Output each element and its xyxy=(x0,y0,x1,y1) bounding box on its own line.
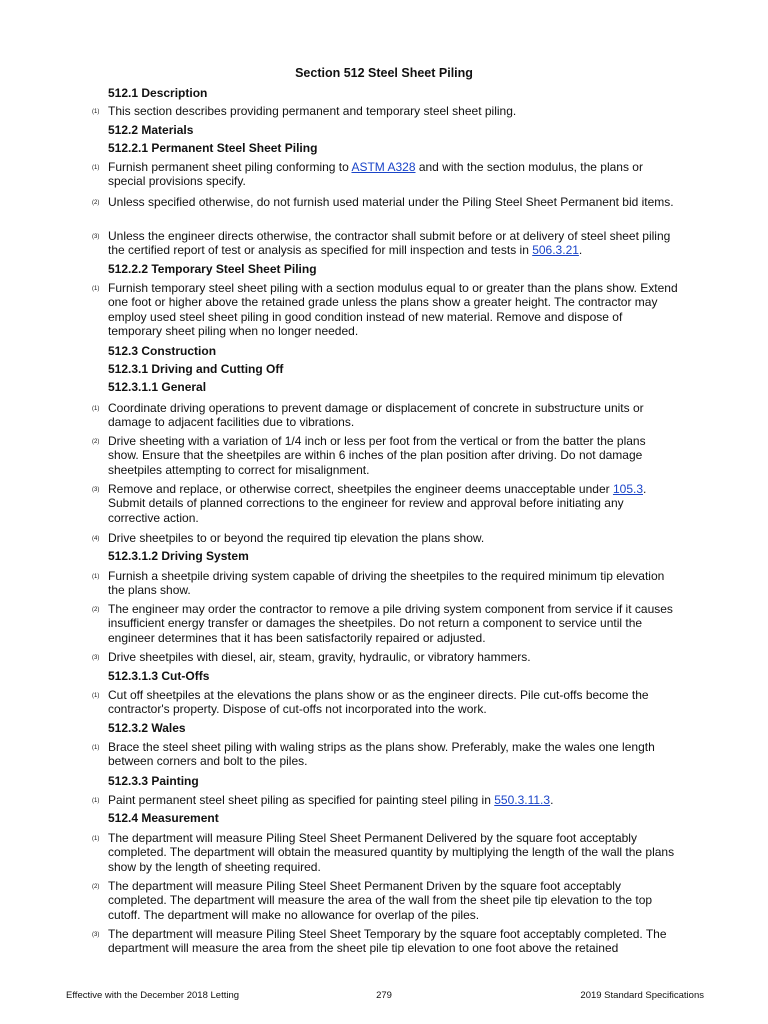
paragraph-text: . xyxy=(578,243,583,258)
paragraph-number: (3) xyxy=(92,234,100,240)
heading-512-4: 512.4 Measurement xyxy=(108,811,219,825)
paragraph xyxy=(92,740,678,769)
paragraph-number: (2) xyxy=(92,884,100,890)
paragraph-number: (2) xyxy=(92,439,100,445)
paragraph-text: Furnish a sheetpile driving system capable of driving the sheetpiles to the required minimum tip elevation the plans show. xyxy=(108,569,665,598)
paragraph-text: Drive sheetpiles with diesel, air, steam, gravity, hydraulic, or vibratory hammers. xyxy=(108,650,531,664)
paragraph-text: Cut off sheetpiles at the elevations the plans show or as the engineer directs. Pile cut-offs become the contractor's property. Dispose of cut-offs not incorporated into the work. xyxy=(108,688,649,717)
heading-512-2: 512.2 Materials xyxy=(108,123,194,137)
paragraph-number: (1) xyxy=(92,109,100,115)
heading-512-1: 512.1 Description xyxy=(108,86,208,100)
paragraph xyxy=(92,688,678,717)
paragraph-number: (3) xyxy=(92,487,100,493)
paragraph-text: Furnish temporary steel sheet piling with a section modulus equal to or greater than the plans show. Extend one foot or higher above the retained grade unless the plans show a greater height. The contractor may employ used steel sheet piling in good condition instead of new material. Remove and dispose of temporary sheet piling when no longer needed. xyxy=(108,281,678,339)
paragraph-text: Paint permanent steel sheet piling as specified for painting steel piling in xyxy=(108,793,495,807)
paragraph-text: and with the section modulus, the plans or special provisions specify. xyxy=(108,160,643,189)
paragraph xyxy=(92,160,678,189)
paragraph xyxy=(92,650,678,664)
paragraph-number: (1) xyxy=(92,165,100,171)
link-astm-a328[interactable]: ASTM A328 xyxy=(351,160,416,174)
paragraph-text: The department will measure Piling Steel Sheet Permanent Driven by the square foot acceptably completed. The department will measure the area of the wall from the sheet pile tip elevation to the top cutoff. The department will make no allowance for overlap of the piles. xyxy=(108,879,653,922)
paragraph xyxy=(92,602,678,645)
paragraph-number: (2) xyxy=(92,200,100,206)
paragraph-text: . Submit details of planned corrections to the engineer for review and approval before initiating any corrective action. xyxy=(108,482,647,525)
paragraph xyxy=(92,879,678,922)
paragraph xyxy=(92,531,678,545)
heading-512-3-1-2: 512.3.1.2 Driving System xyxy=(108,549,249,563)
heading-512-3-1: 512.3.1 Driving and Cutting Off xyxy=(108,362,284,376)
heading-512-3: 512.3 Construction xyxy=(108,344,217,358)
paragraph-number: (3) xyxy=(92,932,100,938)
paragraph-text: Furnish permanent sheet piling conforming to xyxy=(108,160,352,174)
paragraph-text: Remove and replace, or otherwise correct, sheetpiles the engineer deems unacceptable under xyxy=(108,482,613,496)
heading-512-3-3: 512.3.3 Painting xyxy=(108,774,199,788)
link-550-3-11-3[interactable]: 550.3.11.3 xyxy=(494,793,551,807)
heading-512-2-2: 512.2.2 Temporary Steel Sheet Piling xyxy=(108,262,317,276)
paragraph-number: (1) xyxy=(92,745,100,751)
paragraph-number: (1) xyxy=(92,286,100,292)
paragraph xyxy=(92,104,678,118)
paragraph-number: (1) xyxy=(92,574,100,580)
paragraph-text: The department will measure Piling Steel Sheet Permanent Delivered by the square foot acceptably completed. The department will obtain the measured quantity by multiplying the length of the wall the plans show by the length of sheeting required. xyxy=(108,831,675,874)
heading-512-3-1-3: 512.3.1.3 Cut-Offs xyxy=(108,669,210,683)
paragraph xyxy=(92,195,678,209)
paragraph-text: Unless specified otherwise, do not furnish used material under the Piling Steel Sheet Permanent bid items. xyxy=(108,195,674,209)
paragraph-number: (4) xyxy=(92,536,100,542)
paragraph-number: (3) xyxy=(92,655,100,661)
paragraph-text: The engineer may order the contractor to remove a pile driving system component from service if it causes insufficient energy transfer or damages the sheetpiles. Do not return a component to service until the engineer determines that it has been satisfactorily repaired or adjusted. xyxy=(108,602,673,645)
paragraph-number: (1) xyxy=(92,693,100,699)
paragraph-text: Unless the engineer directs otherwise, the contractor shall submit before or at delivery of steel sheet piling the certified report of test or analysis as specified for mill inspection and tests in xyxy=(108,229,671,258)
paragraph xyxy=(92,927,678,956)
paragraph-number: (1) xyxy=(92,406,100,412)
paragraph xyxy=(92,281,678,339)
paragraph xyxy=(92,793,678,807)
heading-512-2-1: 512.2.1 Permanent Steel Sheet Piling xyxy=(108,141,318,155)
heading-512-3-2: 512.3.2 Wales xyxy=(108,721,186,735)
paragraph-number: (1) xyxy=(92,836,100,842)
paragraph-text: This section describes providing permanent and temporary steel sheet piling. xyxy=(108,104,517,118)
paragraph-number: (1) xyxy=(92,798,100,804)
section-title: Section 512 Steel Sheet Piling xyxy=(295,66,473,80)
paragraph xyxy=(92,831,678,874)
paragraph xyxy=(92,401,678,430)
paragraph xyxy=(92,569,678,598)
paragraph-text: The department will measure Piling Steel Sheet Temporary by the square foot acceptably completed. The department will measure the area from the sheet pile tip elevation to one foot above the retained xyxy=(108,927,667,956)
paragraph-text: Coordinate driving operations to prevent damage or displacement of concrete in substructure units or damage to adjacent facilities due to vibrations. xyxy=(108,401,644,430)
paragraph xyxy=(92,482,678,525)
paragraph-text: . xyxy=(550,793,554,807)
paragraph-text: Brace the steel sheet piling with waling strips as the plans show. Preferably, make the wales one length between corners and bolt to the piles. xyxy=(108,740,655,769)
paragraph-text: Drive sheetpiles to or beyond the required tip elevation the plans show. xyxy=(108,531,485,545)
heading-512-3-1-1: 512.3.1.1 General xyxy=(108,380,207,394)
paragraph-text: Drive sheeting with a variation of 1/4 inch or less per foot from the vertical or from the batter the plans show. Ensure that the sheetpiles are within 6 inches of the plan position after driving. Do not damage sheetpiles attempting to correct for misalignment. xyxy=(108,434,646,477)
footer-publication: 2019 Standard Specifications xyxy=(580,990,704,1001)
paragraph xyxy=(92,434,678,477)
paragraph-number: (2) xyxy=(92,607,100,613)
link-105-3[interactable]: 105.3 xyxy=(612,482,643,496)
footer-page-number: 279 xyxy=(376,990,392,1001)
link-506-3-21[interactable]: 506.3.21 xyxy=(532,243,579,258)
paragraph xyxy=(92,229,678,258)
footer-effective-date: Effective with the December 2018 Letting xyxy=(66,990,240,1001)
